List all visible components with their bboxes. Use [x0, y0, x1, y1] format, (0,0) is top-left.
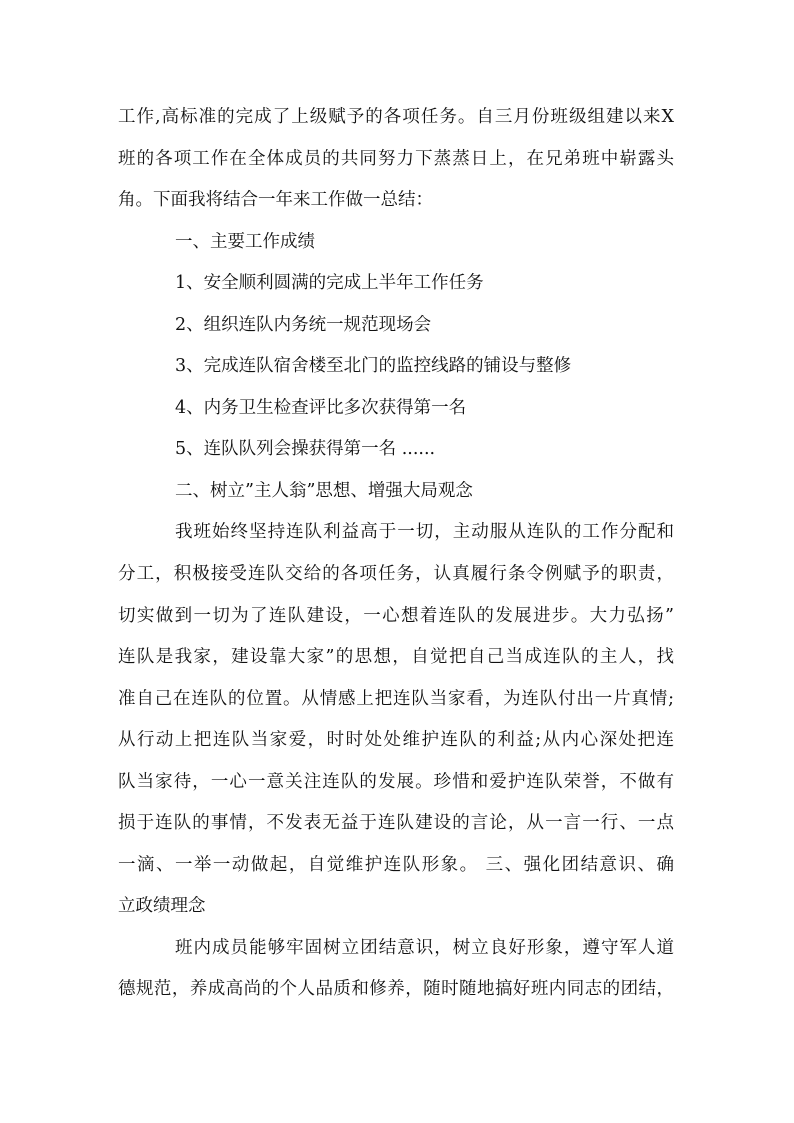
- text-line: 角。下面我将结合一年来工作做一总结：: [118, 190, 433, 211]
- paragraph-line: 德规范，养成高尚的个人品质和修养，随时随地搞好班内同志的团结，: [118, 979, 674, 1000]
- list-item: 4、内务卫生检查评比多次获得第一名: [175, 397, 467, 418]
- paragraph-line: 队当家待，一心一意关注连队的发展。珍惜和爱护连队荣誉，不做有: [118, 771, 674, 792]
- list-item: 1、安全顺利圆满的完成上半年工作任务: [175, 273, 484, 294]
- paragraph-line: 准自己在连队的位置。从情感上把连队当家看，为连队付出一片真情;: [118, 688, 674, 709]
- paragraph-line: 从行动上把连队当家爱，时时处处维护连队的利益;从内心深处把连: [118, 730, 674, 751]
- paragraph-line: 班内成员能够牢固树立团结意识，树立良好形象，遵守军人道: [175, 937, 674, 958]
- paragraph-line: 切实做到一切为了连队建设，一心想着连队的发展进步。大力弘扬”: [118, 605, 674, 626]
- paragraph-line: 一滴、一举一动做起，自觉维护连队形象。 三、强化团结意识、确: [118, 854, 674, 875]
- document-body: [118, 97, 674, 1011]
- section-heading: 一、主要工作成绩: [175, 231, 315, 252]
- paragraph-line: 我班始终坚持连队利益高于一切，主动服从连队的工作分配和: [175, 522, 674, 543]
- list-item: 3、完成连队宿舍楼至北门的监控线路的铺设与整修: [175, 356, 572, 377]
- text-line: 班的各项工作在全体成员的共同努力下蒸蒸日上，在兄弟班中崭露头: [118, 148, 674, 169]
- paragraph-line: 分工，积极接受连队交给的各项任务，认真履行条令例赋予的职责，: [118, 564, 674, 585]
- list-item: 5、连队队列会操获得第一名 ......: [175, 439, 436, 460]
- list-item: 2、组织连队内务统一规范现场会: [175, 314, 432, 335]
- text-line: 工作,高标准的完成了上级赋予的各项任务。自三月份班级组建以来X: [118, 107, 674, 127]
- paragraph-line: 损于连队的事情，不发表无益于连队建设的言论，从一言一行、一点: [118, 813, 674, 834]
- section-heading: 二、树立”主人翁”思想、增强大局观念: [175, 480, 473, 501]
- paragraph-line: 立政绩理念: [118, 896, 206, 917]
- paragraph-line: 连队是我家，建设靠大家”的思想，自觉把自己当成连队的主人，找: [118, 647, 674, 668]
